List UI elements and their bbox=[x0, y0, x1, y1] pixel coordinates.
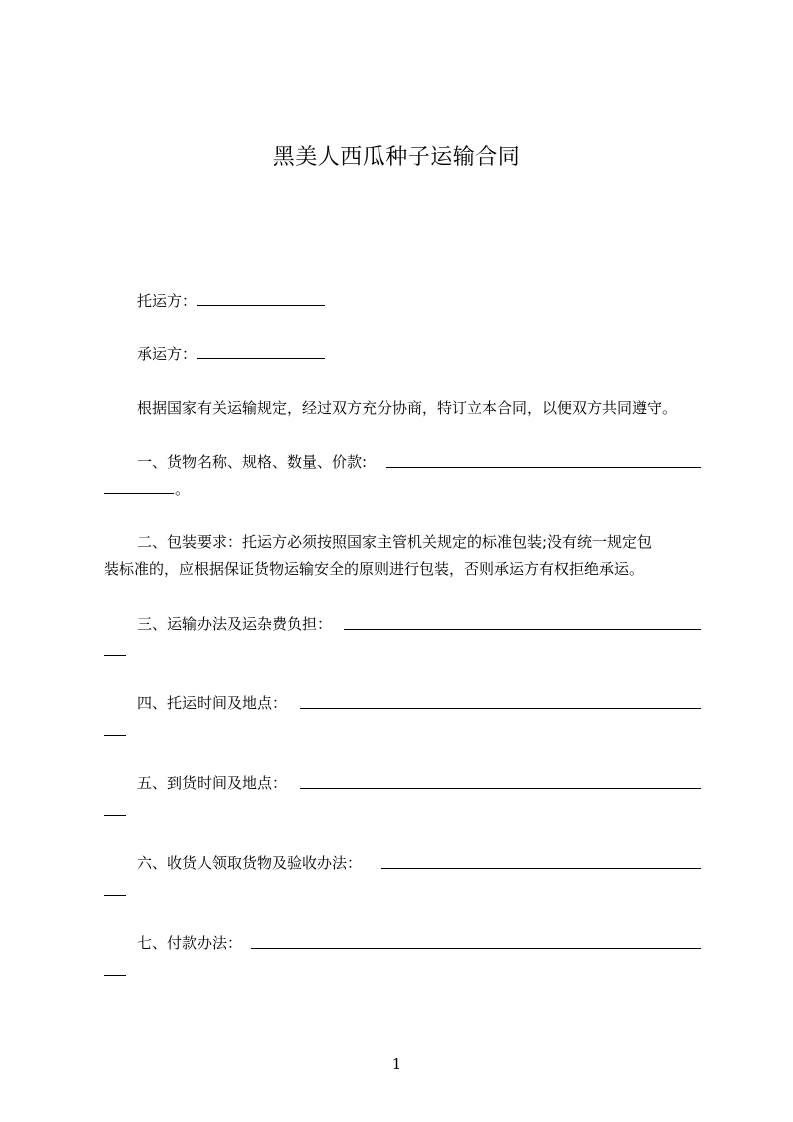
clause1-line bbox=[137, 451, 367, 473]
clause1-end: 。 bbox=[175, 480, 191, 498]
shipper-blank bbox=[197, 290, 325, 306]
clause7-blank bbox=[251, 947, 701, 949]
shipper-line bbox=[137, 290, 325, 312]
clause4-label: 四、托运时间及地点： bbox=[137, 694, 288, 712]
clause2-line2: 装标准的，应根据保证货物运输安全的原则进行包装，否则承运方有权拒绝承运。 bbox=[104, 560, 645, 578]
carrier-blank bbox=[197, 343, 325, 359]
clause4-blank-continued bbox=[104, 734, 126, 736]
carrier-label: 承运方： bbox=[137, 345, 198, 363]
clause3-blank-continued bbox=[104, 654, 126, 656]
clause5-line bbox=[137, 772, 287, 794]
clause3-blank bbox=[344, 628, 701, 630]
clause7-label: 七、付款办法： bbox=[137, 934, 243, 952]
clause1-label: 一、货物名称、规格、数量、价款: bbox=[137, 453, 368, 471]
clause6-label: 六、收货人领取货物及验收办法： bbox=[137, 854, 363, 872]
intro-paragraph: 根据国家有关运输规定，经过双方充分协商，特订立本合同，以便双方共同遵守。 bbox=[137, 399, 678, 417]
page-number: 1 bbox=[391, 1055, 402, 1073]
clause2-line1: 二、包装要求：托运方必须按照国家主管机关规定的标准包装;没有统一规定包 bbox=[137, 533, 653, 551]
clause5-blank bbox=[300, 787, 701, 789]
clause6-blank-continued bbox=[104, 894, 126, 896]
document-title: 黑美人西瓜种子运输合同 bbox=[272, 145, 521, 170]
clause7-blank-continued bbox=[104, 974, 126, 976]
clause6-line bbox=[137, 852, 362, 874]
clause3-line bbox=[137, 613, 332, 635]
carrier-line bbox=[137, 343, 325, 365]
clause4-line bbox=[137, 692, 287, 714]
clause5-label: 五、到货时间及地点： bbox=[137, 774, 288, 792]
clause1-blank bbox=[386, 466, 701, 468]
clause7-line bbox=[137, 932, 242, 954]
shipper-label: 托运方： bbox=[137, 292, 198, 310]
clause4-blank bbox=[300, 707, 701, 709]
clause5-blank-continued bbox=[104, 814, 126, 816]
clause1-blank-continued bbox=[104, 492, 174, 494]
clause3-label: 三、运输办法及运杂费负担： bbox=[137, 615, 333, 633]
clause6-blank bbox=[381, 867, 701, 869]
